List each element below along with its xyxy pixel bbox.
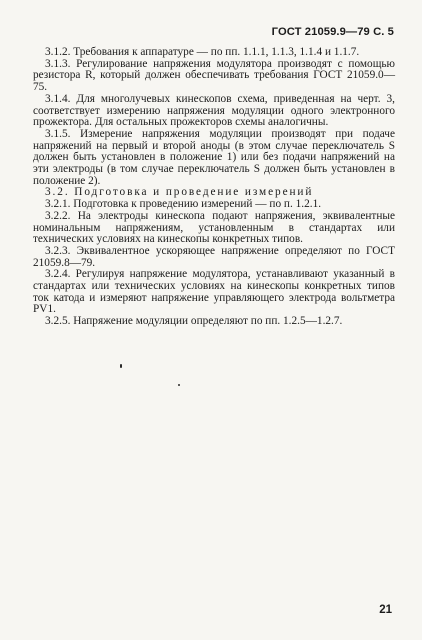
document-body bbox=[33, 47, 395, 328]
paragraph-3-2-4: 3.2.4. Регулируя напряжение модулятора, устанавливают указанный в стандартах или технических условиях на кинескопы конкретных типов ток катода и измеряют напряжение управляющего электрода вольтметра PV1. bbox=[33, 268, 395, 316]
page-number: 21 bbox=[379, 604, 392, 616]
paragraph-3-2-3: 3.2.3. Эквивалентное ускоряющее напряжение определяют по ГОСТ 21059.8—79. bbox=[33, 244, 395, 269]
scan-speck bbox=[120, 364, 122, 368]
paragraph-3-1-2: 3.1.2. Требования к аппаратуре — по пп. 1.1.1, 1.1.3, 1.1.4 и 1.1.7. bbox=[45, 46, 360, 58]
paragraph-3-1-4: 3.1.4. Для многолучевых кинескопов схема, приведенная на черт. 3, соответствует измерению напряжения модуляции одного электронного прожектора. Для остальных прожекторов схемы аналогичны. bbox=[33, 92, 395, 129]
paragraph-3-2-1: 3.2.1. Подготовка к проведению измерений — по п. 1.2.1. bbox=[45, 198, 322, 211]
paragraph-3-2-2: 3.2.2. На электроды кинескопа подают напряжения, эквивалентные номинальным напряжениям, установленным в стандартах или технических условиях на кинескопы конкретных типов. bbox=[33, 209, 395, 246]
page-header: ГОСТ 21059.9—79 С. 5 bbox=[271, 26, 394, 38]
paragraph-3-2-5: 3.2.5. Напряжение модуляции определяют по пп. 1.2.5—1.2.7. bbox=[45, 315, 343, 328]
paragraph-3-1-5: 3.1.5. Измерение напряжения модуляции производят при подаче напряжений на первый и второй аноды (в этом случае переключатель S должен быть установлен в положение 1) или без подачи напряжений на эти электроды (в том случае переключатель S должен быть установлен в положение 2). bbox=[33, 127, 395, 187]
section-heading-3-2: 3.2. Подготовка и проведение измерений bbox=[45, 186, 314, 199]
paragraph-3-1-3: 3.1.3. Регулирование напряжения модулятора производят с помощью резистора R, который должен обеспечивать требования ГОСТ 21059.0—75. bbox=[33, 57, 395, 94]
scan-speck bbox=[178, 384, 180, 386]
